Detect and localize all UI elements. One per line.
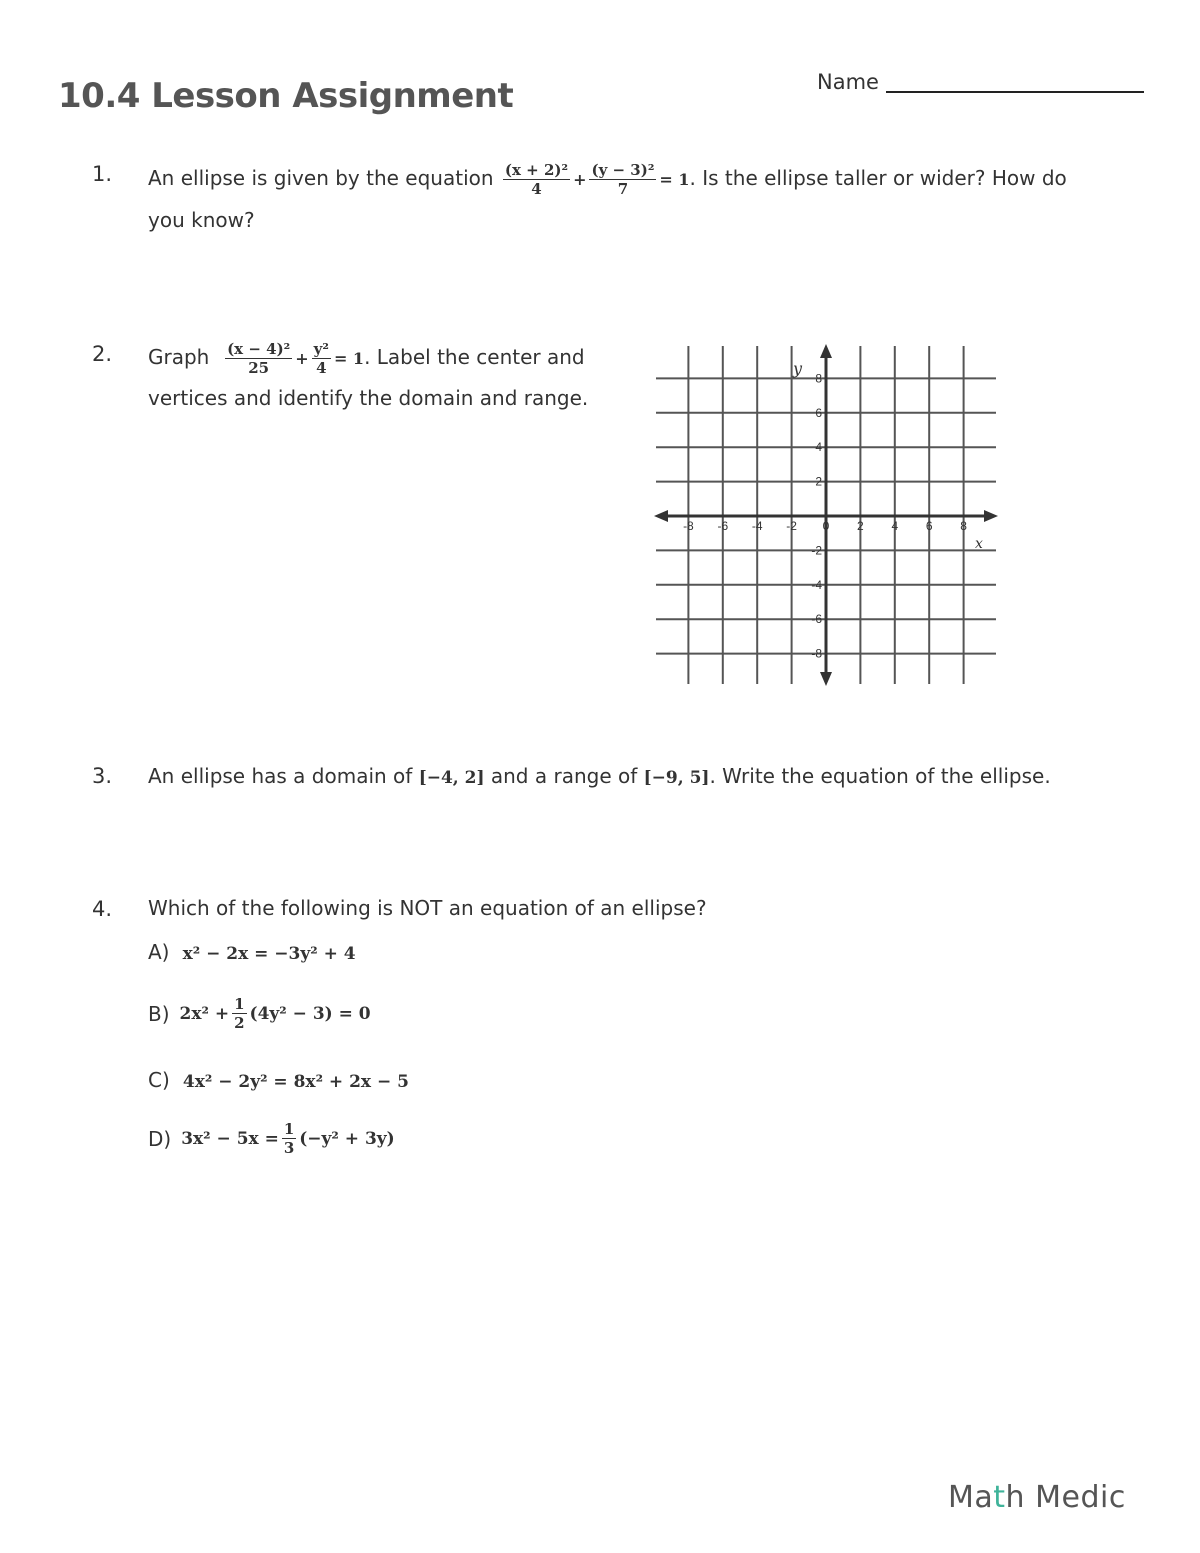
q1-plus: + <box>573 170 587 189</box>
q3-part2: and a range of <box>490 764 638 788</box>
q2-fraction-2 <box>312 340 331 377</box>
logo-text-pre: Ma <box>948 1480 994 1515</box>
q2-line2: vertices and identify the domain and range. <box>148 386 589 410</box>
choice-b-post: (4y² − 3) = 0 <box>249 1003 371 1024</box>
y-tick-label: 8 <box>815 371 822 386</box>
choice-d[interactable] <box>148 1120 395 1157</box>
q2-word-graph: Graph <box>148 345 210 369</box>
x-tick-label: -8 <box>683 519 694 533</box>
q2-fraction-1 <box>225 340 292 377</box>
choice-c-label: C) <box>148 1068 170 1092</box>
y-axis-arrow-up-icon <box>820 344 832 358</box>
choice-d-pre: 3x² − 5x = <box>181 1128 279 1149</box>
coordinate-grid[interactable] <box>650 340 1002 690</box>
q3-number: 3. <box>92 764 113 788</box>
choice-b-pre: 2x² + <box>179 1003 230 1024</box>
q4-text: Which of the following is NOT an equation of an ellipse? <box>148 896 707 920</box>
x-axis-arrow-left-icon <box>654 510 668 522</box>
q1-frac2-den: 7 <box>617 180 629 198</box>
q3-domain: [−4, 2] <box>418 768 485 788</box>
y-axis-label: y <box>793 359 803 378</box>
x-tick-label: -6 <box>717 519 729 533</box>
q1-frac1-den: 4 <box>531 180 542 198</box>
choice-b-frac-den: 2 <box>234 1014 245 1032</box>
choice-a[interactable] <box>148 940 356 964</box>
name-field-line[interactable] <box>886 91 1144 93</box>
y-tick-label: 2 <box>815 474 822 489</box>
q4-number: 4. <box>92 897 113 921</box>
x-tick-label: -4 <box>751 519 763 533</box>
q2-text <box>148 337 585 379</box>
choice-d-fraction <box>282 1120 296 1157</box>
x-axis-arrow-right-icon <box>984 510 998 522</box>
q1-frac2-num: (y − 3)² <box>591 161 655 179</box>
x-axis-label: x <box>975 536 983 552</box>
x-tick-label: 0 <box>822 519 830 533</box>
q2-number: 2. <box>92 342 113 366</box>
page-title: 10.4 Lesson Assignment <box>58 76 514 116</box>
y-axis-arrow-down-icon <box>820 672 832 686</box>
choice-d-label: D) <box>148 1126 172 1151</box>
q3-part3: . Write the equation of the ellipse. <box>709 764 1051 788</box>
q2-frac1-den: 25 <box>248 359 270 377</box>
q2-frac1-num: (x − 4)² <box>227 340 291 358</box>
x-tick-label: 6 <box>925 519 933 533</box>
choice-c-math: 4x² − 2y² = 8x² + 2x − 5 <box>182 1072 409 1092</box>
x-tick-label: 8 <box>960 519 967 533</box>
math-medic-logo <box>948 1480 1126 1515</box>
choice-b[interactable] <box>148 995 371 1032</box>
choice-a-math: x² − 2x = −3y² + 4 <box>182 944 356 964</box>
y-tick-label: 6 <box>815 405 822 420</box>
choice-a-label: A) <box>148 940 170 964</box>
y-tick-label: -2 <box>811 543 822 558</box>
q2-plus: + <box>295 349 309 368</box>
x-tick-label: -2 <box>786 519 797 533</box>
q1-text-after: . Is the ellipse taller or wider? How do <box>689 166 1067 190</box>
q1-fraction-2 <box>589 161 656 198</box>
choice-c[interactable] <box>148 1068 409 1092</box>
y-tick-label: -8 <box>811 646 822 661</box>
q2-equals: = 1 <box>333 349 365 368</box>
choice-d-frac-den: 3 <box>283 1139 295 1157</box>
q1-equals: = 1 <box>659 170 690 189</box>
logo-accent-t: t <box>993 1480 1006 1515</box>
choice-d-frac-num: 1 <box>283 1120 295 1138</box>
q3-part1: An ellipse has a domain of <box>148 764 413 788</box>
q3-text <box>148 756 1051 798</box>
x-tick-label: 4 <box>891 519 899 533</box>
choice-b-fraction <box>232 995 246 1032</box>
q1-frac1-num: (x + 2)² <box>504 161 569 179</box>
q2-frac2-den: 4 <box>316 359 327 377</box>
logo-text-post: h Medic <box>1005 1480 1126 1515</box>
q1-fraction-1 <box>503 161 570 198</box>
y-tick-label: 4 <box>815 440 822 455</box>
choice-b-label: B) <box>148 1001 170 1026</box>
y-tick-label: -4 <box>811 577 822 592</box>
q1-text <box>148 158 1067 200</box>
x-tick-label: 2 <box>857 519 864 533</box>
q1-line2: you know? <box>148 208 255 232</box>
q1-number: 1. <box>92 162 113 186</box>
q2-text-after: . Label the center and <box>364 345 585 369</box>
q3-range: [−9, 5] <box>643 768 710 788</box>
choice-d-post: (−y² + 3y) <box>299 1128 395 1149</box>
y-tick-label: -6 <box>811 612 822 627</box>
q1-text-before: An ellipse is given by the equation <box>148 166 494 190</box>
choice-b-frac-num: 1 <box>234 995 245 1013</box>
q2-frac2-num: y² <box>313 340 329 358</box>
name-label: Name <box>817 70 879 94</box>
